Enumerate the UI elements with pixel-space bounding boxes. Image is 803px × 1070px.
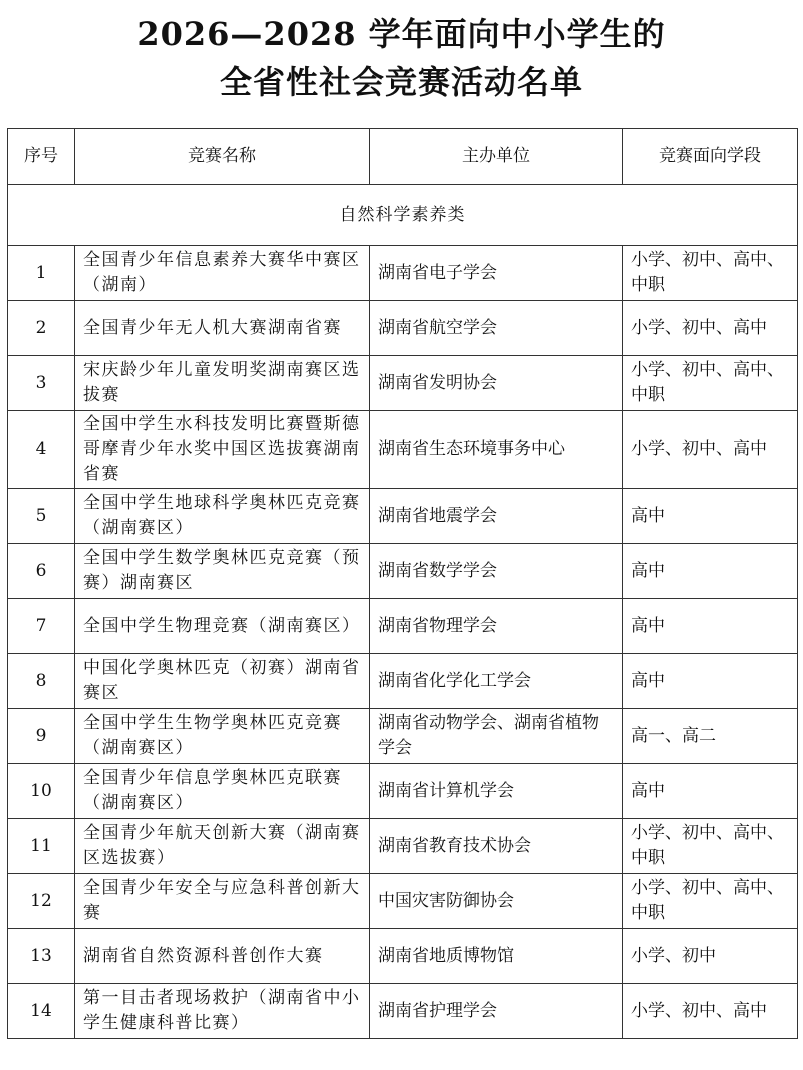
- table-row: [8, 764, 798, 819]
- row-organizer: 湖南省化学化工学会: [370, 654, 623, 709]
- row-organizer: 湖南省生态环境事务中心: [370, 411, 623, 489]
- table-row: [8, 984, 798, 1039]
- row-organizer: 湖南省护理学会: [370, 984, 623, 1039]
- table-row: [8, 544, 798, 599]
- category-label: 自然科学素养类: [8, 185, 798, 246]
- row-stage: 高中: [623, 599, 798, 654]
- row-stage: 小学、初中: [623, 929, 798, 984]
- row-stage: 小学、初中、高中、中职: [623, 356, 798, 411]
- row-stage: 高一、高二: [623, 709, 798, 764]
- row-competition-name: 湖南省自然资源科普创作大赛: [75, 929, 370, 984]
- header-organizer: 主办单位: [370, 129, 623, 185]
- row-competition-name: 全国青少年无人机大赛湖南省赛: [75, 301, 370, 356]
- row-no: 11: [8, 819, 75, 874]
- row-organizer: 湖南省发明协会: [370, 356, 623, 411]
- row-no: 13: [8, 929, 75, 984]
- row-no: 8: [8, 654, 75, 709]
- row-organizer: 湖南省计算机学会: [370, 764, 623, 819]
- table-row: [8, 709, 798, 764]
- row-organizer: 湖南省动物学会、湖南省植物学会: [370, 709, 623, 764]
- row-competition-name: 全国中学生水科技发明比赛暨斯德哥摩青少年水奖中国区选拔赛湖南省赛: [75, 411, 370, 489]
- row-stage: 高中: [623, 544, 798, 599]
- row-stage: 高中: [623, 654, 798, 709]
- row-organizer: 中国灾害防御协会: [370, 874, 623, 929]
- row-stage: 小学、初中、高中: [623, 411, 798, 489]
- row-organizer: 湖南省地质博物馆: [370, 929, 623, 984]
- category-row: [8, 185, 798, 246]
- row-competition-name: 全国青少年安全与应急科普创新大赛: [75, 874, 370, 929]
- row-competition-name: 全国中学生地球科学奥林匹克竞赛（湖南赛区）: [75, 489, 370, 544]
- table-row: [8, 356, 798, 411]
- table-row: [8, 301, 798, 356]
- row-no: 9: [8, 709, 75, 764]
- row-competition-name: 宋庆龄少年儿童发明奖湖南赛区选拔赛: [75, 356, 370, 411]
- row-no: 7: [8, 599, 75, 654]
- row-no: 6: [8, 544, 75, 599]
- row-no: 5: [8, 489, 75, 544]
- row-organizer: 湖南省物理学会: [370, 599, 623, 654]
- row-stage: 小学、初中、高中、中职: [623, 246, 798, 301]
- table-row: [8, 929, 798, 984]
- document-title-line-1: 2026—2028 学年面向中小学生的: [137, 15, 666, 53]
- row-competition-name: 全国青少年信息素养大赛华中赛区（湖南）: [75, 246, 370, 301]
- row-no: 1: [8, 246, 75, 301]
- row-no: 14: [8, 984, 75, 1039]
- header-stage: 竞赛面向学段: [623, 129, 798, 185]
- row-organizer: 湖南省教育技术协会: [370, 819, 623, 874]
- row-no: 12: [8, 874, 75, 929]
- row-no: 4: [8, 411, 75, 489]
- row-no: 2: [8, 301, 75, 356]
- row-competition-name: 第一目击者现场救护（湖南省中小学生健康科普比赛）: [75, 984, 370, 1039]
- table-row: [8, 489, 798, 544]
- document-title-line-2: 全省性社会竞赛活动名单: [219, 63, 583, 101]
- row-organizer: 湖南省地震学会: [370, 489, 623, 544]
- table-row: [8, 599, 798, 654]
- table-row: [8, 654, 798, 709]
- row-no: 3: [8, 356, 75, 411]
- header-name: 竞赛名称: [75, 129, 370, 185]
- row-no: 10: [8, 764, 75, 819]
- row-competition-name: 全国中学生数学奥林匹克竞赛（预赛）湖南赛区: [75, 544, 370, 599]
- row-competition-name: 全国中学生生物学奥林匹克竞赛（湖南赛区）: [75, 709, 370, 764]
- row-stage: 小学、初中、高中、中职: [623, 874, 798, 929]
- header-no: 序号: [8, 129, 75, 185]
- row-stage: 小学、初中、高中: [623, 301, 798, 356]
- competition-table: [7, 128, 798, 1039]
- row-competition-name: 全国中学生物理竞赛（湖南赛区）: [75, 599, 370, 654]
- table-row: [8, 819, 798, 874]
- row-stage: 高中: [623, 489, 798, 544]
- row-organizer: 湖南省数学学会: [370, 544, 623, 599]
- table-header-row: [8, 129, 798, 185]
- row-organizer: 湖南省航空学会: [370, 301, 623, 356]
- row-organizer: 湖南省电子学会: [370, 246, 623, 301]
- row-competition-name: 全国青少年信息学奥林匹克联赛（湖南赛区）: [75, 764, 370, 819]
- table-row: [8, 246, 798, 301]
- table-row: [8, 411, 798, 489]
- row-stage: 小学、初中、高中、中职: [623, 819, 798, 874]
- row-competition-name: 中国化学奥林匹克（初赛）湖南省赛区: [75, 654, 370, 709]
- table-row: [8, 874, 798, 929]
- row-stage: 小学、初中、高中: [623, 984, 798, 1039]
- row-competition-name: 全国青少年航天创新大赛（湖南赛区选拔赛）: [75, 819, 370, 874]
- row-stage: 高中: [623, 764, 798, 819]
